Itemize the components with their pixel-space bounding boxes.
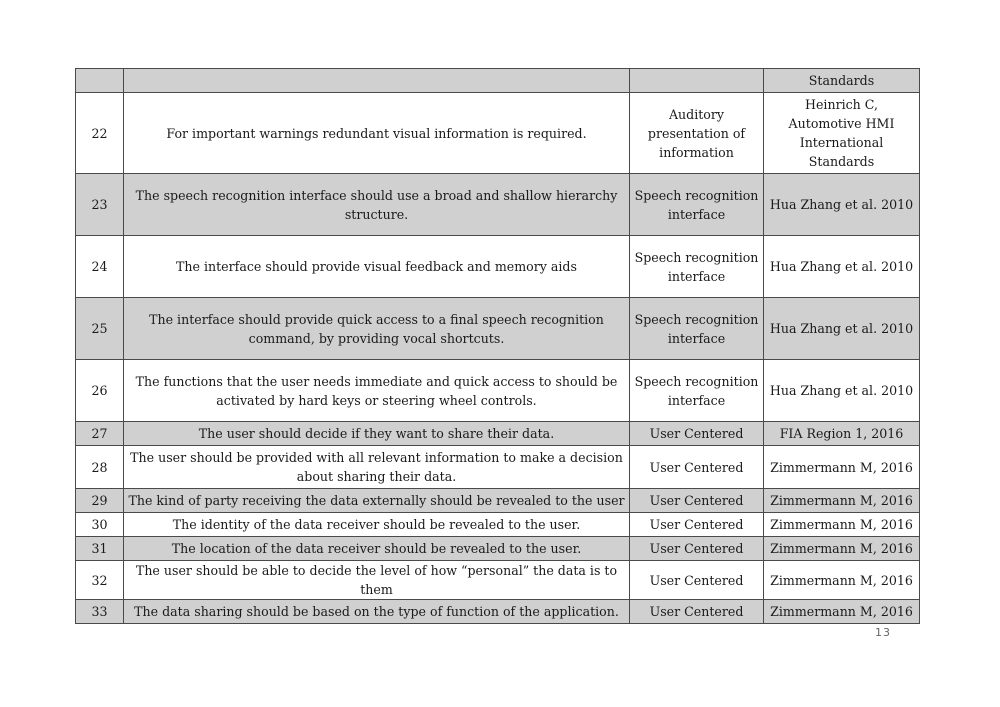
source-cell: Hua Zhang et al. 2010	[764, 360, 920, 422]
source-cell: Heinrich C, Automotive HMI International Standards	[764, 93, 920, 174]
guideline-text	[124, 69, 630, 93]
table-row-continued	[76, 69, 920, 93]
category-cell: User Centered	[630, 446, 764, 489]
guideline-text: The identity of the data receiver should be revealed to the user.	[124, 513, 630, 537]
category-cell: User Centered	[630, 600, 764, 624]
source-cell: Zimmermann M, 2016	[764, 446, 920, 489]
source-cell: Zimmermann M, 2016	[764, 561, 920, 600]
category-cell	[630, 69, 764, 93]
row-number: 29	[76, 489, 124, 513]
source-cell: Standards	[764, 69, 920, 93]
category-cell: User Centered	[630, 537, 764, 561]
guidelines-table	[75, 68, 920, 624]
row-number	[76, 69, 124, 93]
category-cell: Auditory presentation of information	[630, 93, 764, 174]
source-cell: Zimmermann M, 2016	[764, 513, 920, 537]
source-cell: FIA Region 1, 2016	[764, 422, 920, 446]
category-cell: User Centered	[630, 561, 764, 600]
source-cell: Hua Zhang et al. 2010	[764, 298, 920, 360]
category-cell: Speech recognition interface	[630, 236, 764, 298]
source-cell: Zimmermann M, 2016	[764, 537, 920, 561]
table-row	[76, 561, 920, 600]
page-number: 13	[875, 626, 891, 639]
guideline-text: The functions that the user needs immediate and quick access to should be activated by hard keys or steering wheel controls.	[124, 360, 630, 422]
table-row	[76, 174, 920, 236]
row-number: 24	[76, 236, 124, 298]
source-cell: Hua Zhang et al. 2010	[764, 174, 920, 236]
guideline-text: The speech recognition interface should use a broad and shallow hierarchy structure.	[124, 174, 630, 236]
category-cell: User Centered	[630, 513, 764, 537]
row-number: 23	[76, 174, 124, 236]
category-cell: Speech recognition interface	[630, 360, 764, 422]
guideline-text: For important warnings redundant visual information is required.	[124, 93, 630, 174]
category-cell: Speech recognition interface	[630, 298, 764, 360]
table-row	[76, 236, 920, 298]
row-number: 32	[76, 561, 124, 600]
row-number: 28	[76, 446, 124, 489]
category-cell: User Centered	[630, 489, 764, 513]
row-number: 33	[76, 600, 124, 624]
source-cell: Hua Zhang et al. 2010	[764, 236, 920, 298]
guideline-text: The location of the data receiver should be revealed to the user.	[124, 537, 630, 561]
guideline-text: The kind of party receiving the data externally should be revealed to the user	[124, 489, 630, 513]
row-number: 22	[76, 93, 124, 174]
table-row	[76, 537, 920, 561]
guideline-text: The interface should provide visual feedback and memory aids	[124, 236, 630, 298]
table-row	[76, 513, 920, 537]
table-row	[76, 298, 920, 360]
table-row	[76, 489, 920, 513]
table-row	[76, 446, 920, 489]
table-row	[76, 360, 920, 422]
source-cell: Zimmermann M, 2016	[764, 489, 920, 513]
category-cell: Speech recognition interface	[630, 174, 764, 236]
guideline-text: The data sharing should be based on the type of function of the application.	[124, 600, 630, 624]
row-number: 26	[76, 360, 124, 422]
source-cell: Zimmermann M, 2016	[764, 600, 920, 624]
category-cell: User Centered	[630, 422, 764, 446]
row-number: 25	[76, 298, 124, 360]
table-row	[76, 422, 920, 446]
table-row	[76, 600, 920, 624]
row-number: 27	[76, 422, 124, 446]
guideline-text: The interface should provide quick access to a final speech recognition command, by providing vocal shortcuts.	[124, 298, 630, 360]
table-row	[76, 93, 920, 174]
row-number: 31	[76, 537, 124, 561]
guideline-text: The user should be provided with all relevant information to make a decision about sharing their data.	[124, 446, 630, 489]
guideline-text: The user should be able to decide the level of how “personal” the data is to them	[124, 561, 630, 600]
row-number: 30	[76, 513, 124, 537]
guideline-text: The user should decide if they want to share their data.	[124, 422, 630, 446]
